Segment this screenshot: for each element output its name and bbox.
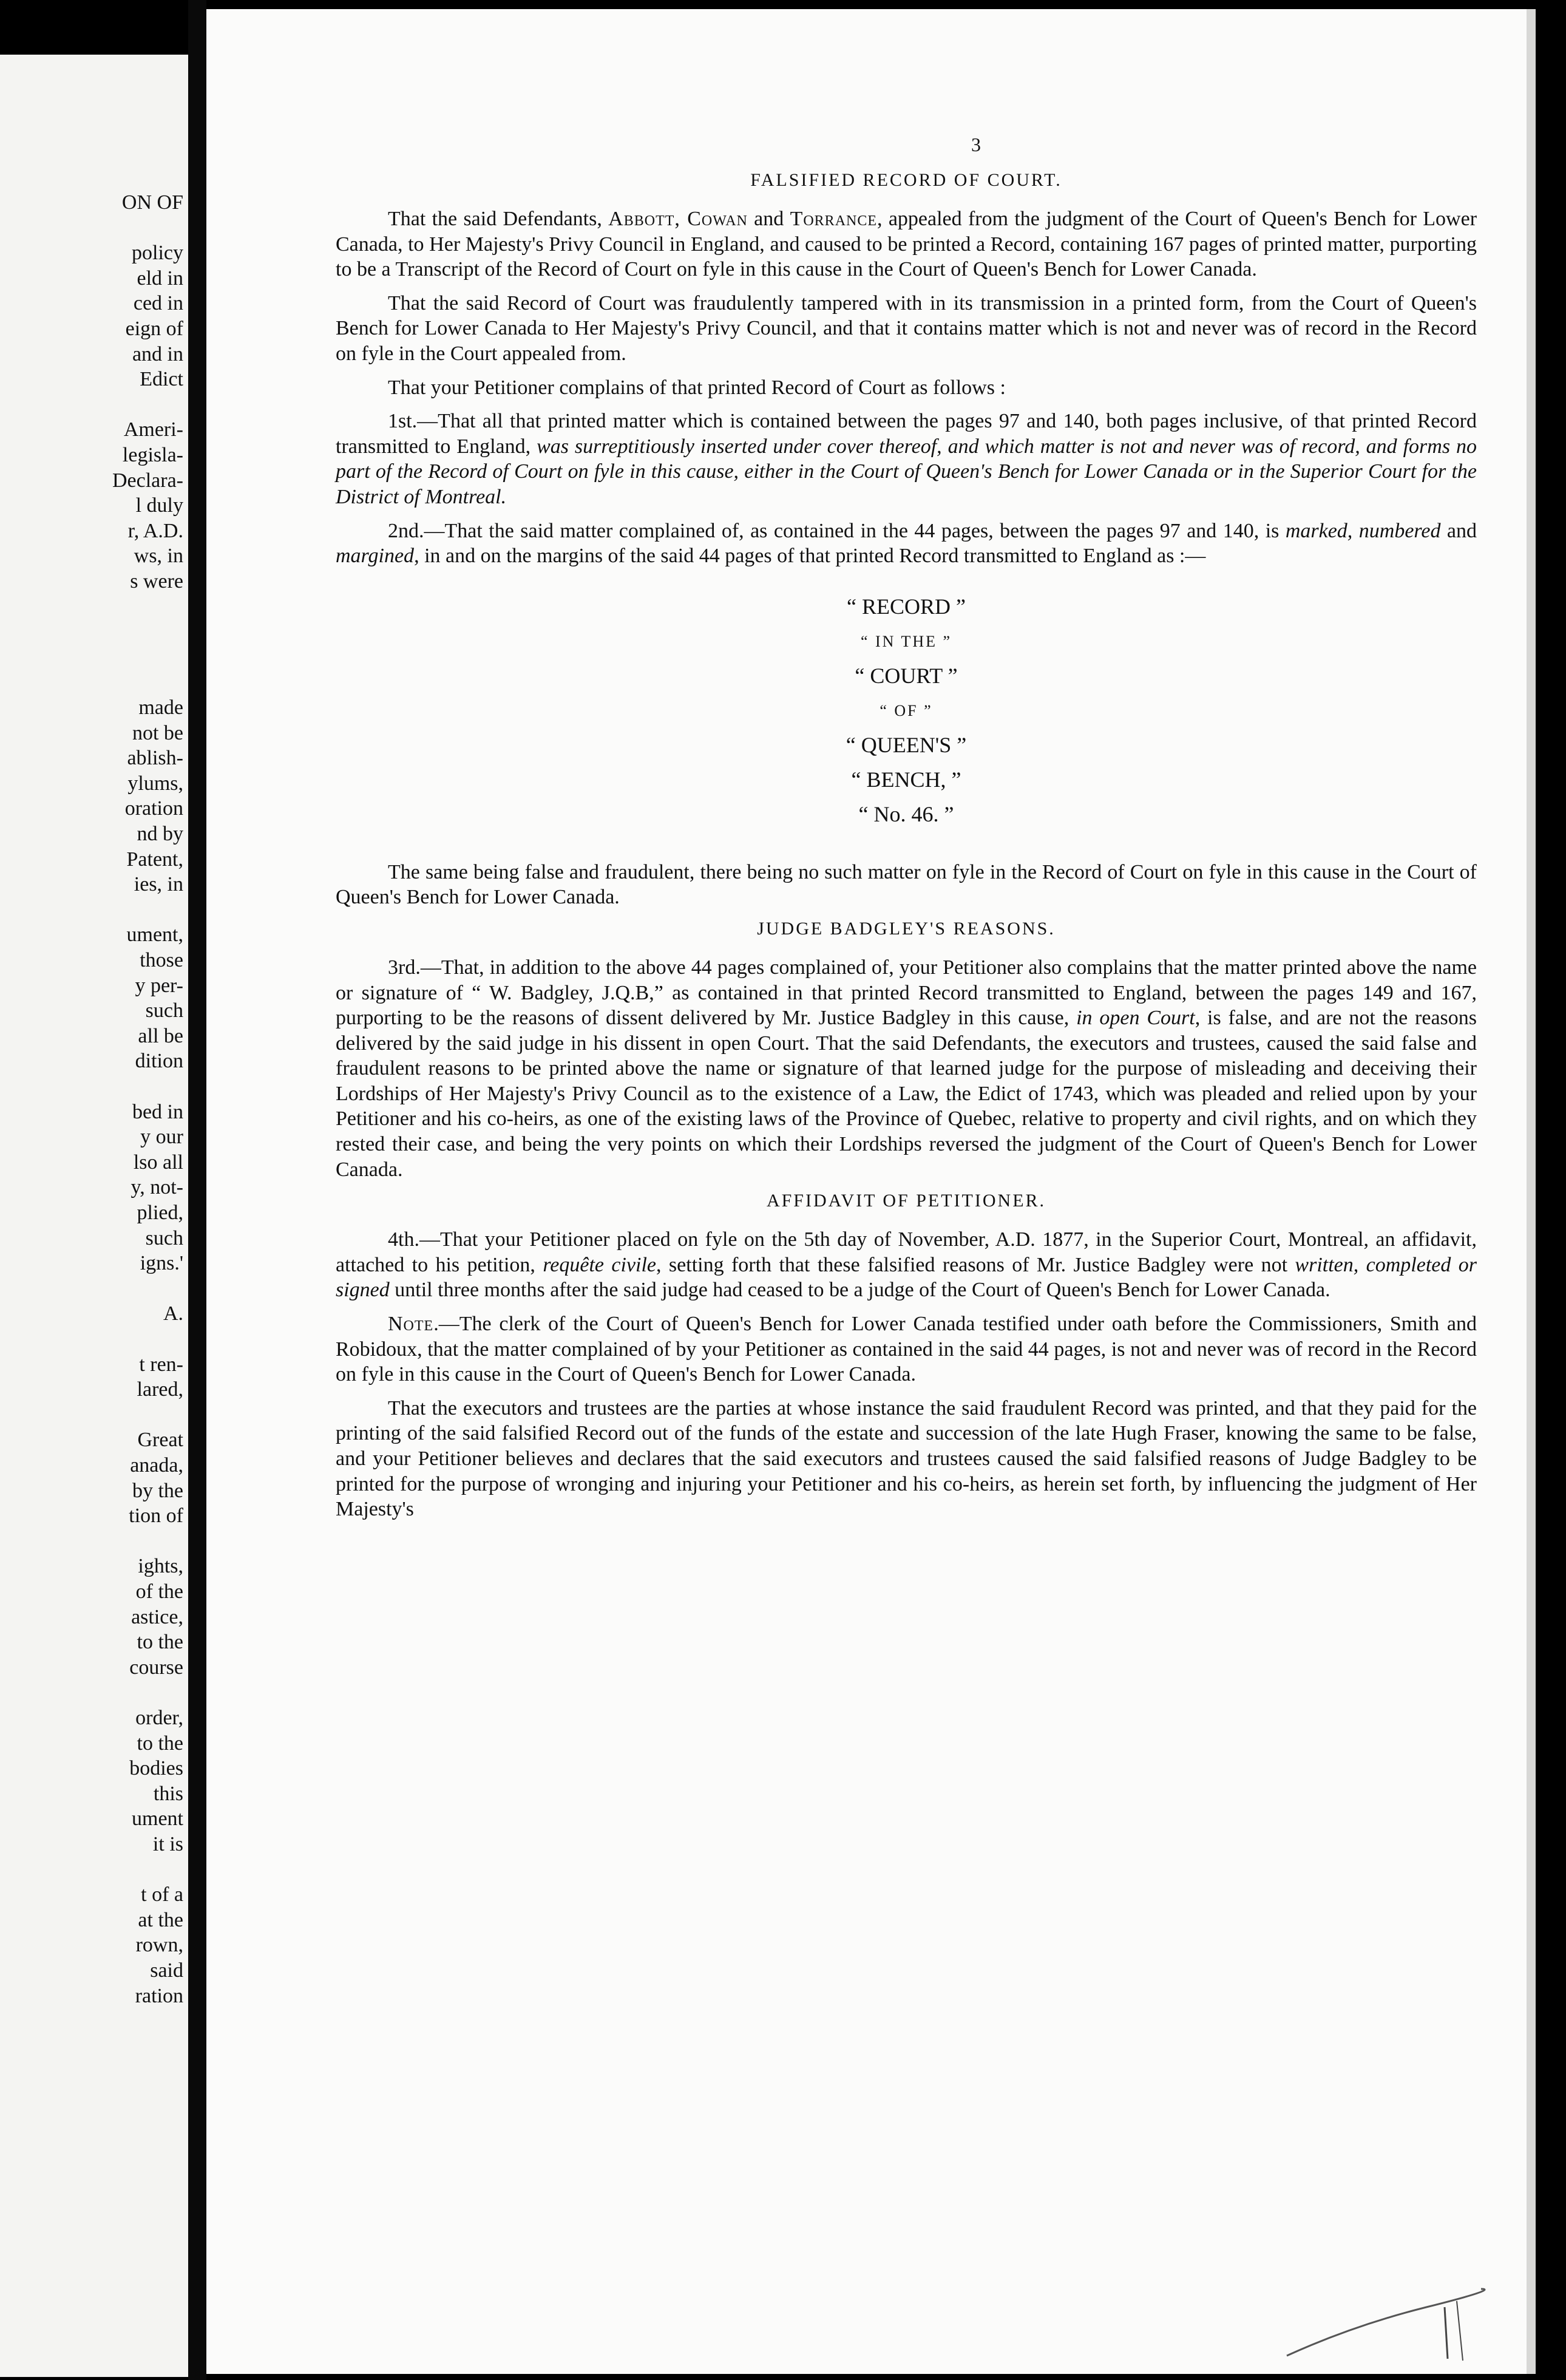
paragraph: [336, 860, 1477, 910]
left-page-line: rown,: [135, 1934, 183, 1957]
paragraph: [336, 291, 1477, 367]
text-run: That the said Record of Court was fraudulently tampered with in its transmission in a printed form, from the Court of Queen's Bench for Lower Canada to Her Majesty's Privy Council, and that it contains matter which is not and never was of record in the Record on fyle in the Court appealed from.: [336, 291, 1477, 365]
left-page-line: anada,: [130, 1454, 183, 1477]
left-page-line: t of a: [141, 1883, 183, 1906]
italic-run: margined: [336, 545, 415, 568]
page-content: [336, 134, 1477, 1531]
left-page-line: at the: [138, 1908, 183, 1931]
left-page-line: those: [140, 949, 183, 971]
left-page-line: such: [145, 1226, 183, 1250]
text-run: That the executors and trustees are the parties at whose instance the said fraudulent Record was printed, and that they paid for the printing of the said falsified Record out of the funds of the estate and succession of the late Hugh Fraser, knowing the same to be false, and your Petitioner believes and declares that the said executors and trustees caused the said falsified reasons of Judge Badgley to be printed for the purpose of wronging and injuring your Petitioner and his co-heirs, as herein set forth, by influencing the judgment of Her Majesty's: [336, 1396, 1477, 1521]
text-run: , in and on the margins of the said 44 pages of that printed Record transmitted to England as :—: [414, 545, 1206, 568]
left-page-line: by the: [132, 1479, 183, 1502]
left-page-line: ws, in: [134, 545, 183, 568]
left-page-line: Great: [137, 1429, 183, 1452]
quote-line: “ OF ”: [880, 701, 933, 719]
left-page-line: Patent,: [126, 848, 183, 871]
left-page-line: eld in: [137, 267, 183, 290]
text-run: , appealed from the judgment of the Court of Queen's Bench for Lower Canada, to Her Majesty's Privy Council in England, and caused to be printed a Record, containing 167 pages of printed matter, purporting to be a Transcript of the Record of Court on fyle in this cause in the Court of Queen's Bench for Lower Canada.: [336, 208, 1477, 281]
left-page-line: Declara-: [112, 469, 183, 492]
text-run: 4th.—That your Petitioner placed on fyle on the 5th day of November, A.D. 1877, in the Superior Court, Montreal, an affidavit, attached to his petition,: [336, 1228, 1477, 1276]
left-page-line: r, A.D.: [127, 519, 183, 542]
text-run: until three months after the said judge had ceased to be a judge of the Court of Queen's Bench for Lower Canada.: [389, 1279, 1330, 1302]
italic-run: was surreptitiously inserted under cover thereof, and which matter is not and never was of record, and forms no part of the Record of Court on fyle in this cause, either in the Court of Queen's Bench for Lower Canada or in the Superior Court for the District of Montreal.: [336, 435, 1477, 508]
quote-line: “ No. 46. ”: [858, 801, 954, 826]
left-page-line: order,: [135, 1707, 183, 1729]
left-page-line: ument,: [126, 923, 183, 947]
left-page-line: to the: [137, 1631, 183, 1654]
left-page-line: legisla-: [122, 444, 183, 466]
left-page-line: of the: [135, 1580, 183, 1603]
left-page-line: oration: [124, 797, 183, 820]
paragraph: [336, 1396, 1477, 1522]
left-page-line: such: [145, 999, 183, 1022]
left-page-line: y, not-: [130, 1176, 183, 1199]
left-page-line: tion of: [129, 1504, 183, 1528]
left-page-line: ration: [135, 1984, 183, 2007]
small-caps-run: Note: [388, 1313, 434, 1336]
italic-run: requête civile: [543, 1253, 657, 1276]
section-heading: FALSIFIED RECORD OF COURT.: [750, 170, 1062, 190]
left-page-line: s were: [130, 570, 183, 593]
paragraph: [336, 206, 1477, 282]
left-page-line: l duly: [135, 494, 183, 517]
left-page-line: igns.': [140, 1252, 183, 1275]
italic-run: written, completed or signed: [336, 1253, 1477, 1302]
left-page-line: made: [138, 696, 183, 719]
left-page-line: it is: [152, 1833, 183, 1855]
left-page-line: to the: [137, 1732, 183, 1755]
paragraph: [336, 1311, 1477, 1387]
left-page-line: Ameri-: [123, 418, 183, 441]
quote-line: “ RECORD ”: [847, 594, 966, 619]
text-run: , setting forth that these falsified reasons of Mr. Justice Badgley were not: [656, 1253, 1295, 1276]
left-page-line: ced in: [133, 292, 183, 315]
right-page: [206, 9, 1536, 2374]
left-page-line: ument: [132, 1807, 183, 1831]
left-page-line: nd by: [137, 823, 183, 845]
text-run: 3rd.—That, in addition to the above 44 pages complained of, your Petitioner also complains that the matter printed above the name or signature of “ W. Badgley, J.Q.B,” as contained in that printed Record transmitted to England, between the pages 149 and 167, purporting to be the reasons of dissent delivered by Mr. Justice Badgley in this cause,: [336, 956, 1477, 1030]
small-caps-run: Abbott, Cowan: [608, 208, 748, 230]
left-page-line: bodies: [129, 1757, 183, 1780]
left-page-line: not be: [132, 721, 183, 744]
left-page-line: dition: [135, 1050, 183, 1073]
text-run: and: [1440, 519, 1477, 542]
text-run: 2nd.—That the said matter complained of, as contained in the 44 pages, between the pages 97 and 140, is: [388, 519, 1286, 542]
left-page-line: y our: [140, 1126, 183, 1149]
left-page-line: t ren-: [139, 1353, 183, 1376]
left-page-line: plied,: [137, 1202, 183, 1224]
small-caps-run: Torrance: [790, 208, 878, 230]
left-page-line: bed in: [132, 1100, 183, 1123]
page-body: [336, 170, 1477, 1522]
left-page-line: ablish-: [127, 747, 183, 770]
left-page-line: lso all: [133, 1151, 183, 1174]
page-edge: [1527, 9, 1536, 2374]
left-page-line: lared,: [137, 1378, 183, 1401]
left-page-line: course: [129, 1656, 183, 1679]
scan-border: [1536, 0, 1566, 2380]
text-run: 1st.—That all that printed matter which is contained between the pages 97 and 140, both pages inclusive, of that printed Record transmitted to England,: [336, 410, 1477, 458]
quote-line: “ BENCH, ”: [851, 767, 961, 792]
page-gutter: [188, 0, 206, 2380]
left-page-line: ights,: [138, 1555, 183, 1578]
left-page-line: ylums,: [127, 772, 183, 795]
left-page-line: and in: [132, 342, 183, 365]
text-run: and: [747, 208, 790, 230]
section-heading: JUDGE BADGLEY'S REASONS.: [757, 918, 1056, 939]
margin-mark-quote: [336, 590, 1477, 832]
left-page-line: Edict: [140, 368, 183, 391]
left-page-line: ON OF: [121, 191, 183, 214]
left-page-line: policy: [132, 242, 183, 265]
italic-run: marked, numbered: [1285, 519, 1441, 542]
left-page-line: eign of: [125, 318, 183, 340]
pen-stroke-mark: [1281, 2283, 1487, 2368]
left-page-line: y per-: [135, 974, 183, 997]
paragraph: [336, 375, 1477, 401]
quote-line: “ IN THE ”: [860, 632, 952, 650]
left-page-line: this: [153, 1782, 183, 1805]
text-run: .—The clerk of the Court of Queen's Bench for Lower Canada testified under oath before the Commissioners, Smith and Robidoux, that the matter complained of by your Petitioner as contained in the said 44 pages, is not and never was of record in the Record on fyle in this cause in the Court of Queen's Bench for Lower Canada.: [336, 1313, 1477, 1386]
section-heading: AFFIDAVIT OF PETITIONER.: [766, 1191, 1046, 1211]
left-page-fragment: [0, 55, 188, 2377]
paragraph: [336, 1227, 1477, 1303]
paragraph: [336, 409, 1477, 509]
italic-run: in open Court: [1076, 1007, 1195, 1030]
left-page-line: A.: [163, 1302, 183, 1325]
paragraph: [336, 518, 1477, 569]
left-page-line: ies, in: [134, 873, 183, 896]
text-run: The same being false and fraudulent, there being no such matter on fyle in the Record of Court on fyle in this cause in the Court of Queen's Bench for Lower Canada.: [336, 860, 1477, 909]
page-number: 3: [971, 134, 981, 155]
quote-line: “ QUEEN'S ”: [846, 732, 967, 757]
left-page-line: all be: [138, 1024, 183, 1047]
text-run: That the said Defendants,: [388, 208, 609, 230]
text-run: , is false, and are not the reasons delivered by the said judge in his dissent in open Court. That the said Defendants, the executors and trustees, caused the said false and fraudulent reasons to be printed above the name or signature of that learned judge for the purpose of misleading and deceiving their Lordships of Her Majesty's Privy Council as to the existence of a Law, the Edict of 1743, which was pleaded and relied upon by your Petitioner and his co-heirs, as one of the existing laws of the Province of Quebec, relative to property and civil rights, and on which they rested their case, and being the very points on which their Lordships reversed the judgment of the Court of Queen's Bench for Lower Canada.: [336, 1007, 1477, 1181]
quote-line: “ COURT ”: [855, 663, 958, 688]
left-page-line: astice,: [131, 1605, 183, 1628]
text-run: That your Petitioner complains of that printed Record of Court as follows :: [388, 376, 1006, 399]
paragraph: [336, 955, 1477, 1182]
left-page-line: said: [150, 1959, 183, 1982]
